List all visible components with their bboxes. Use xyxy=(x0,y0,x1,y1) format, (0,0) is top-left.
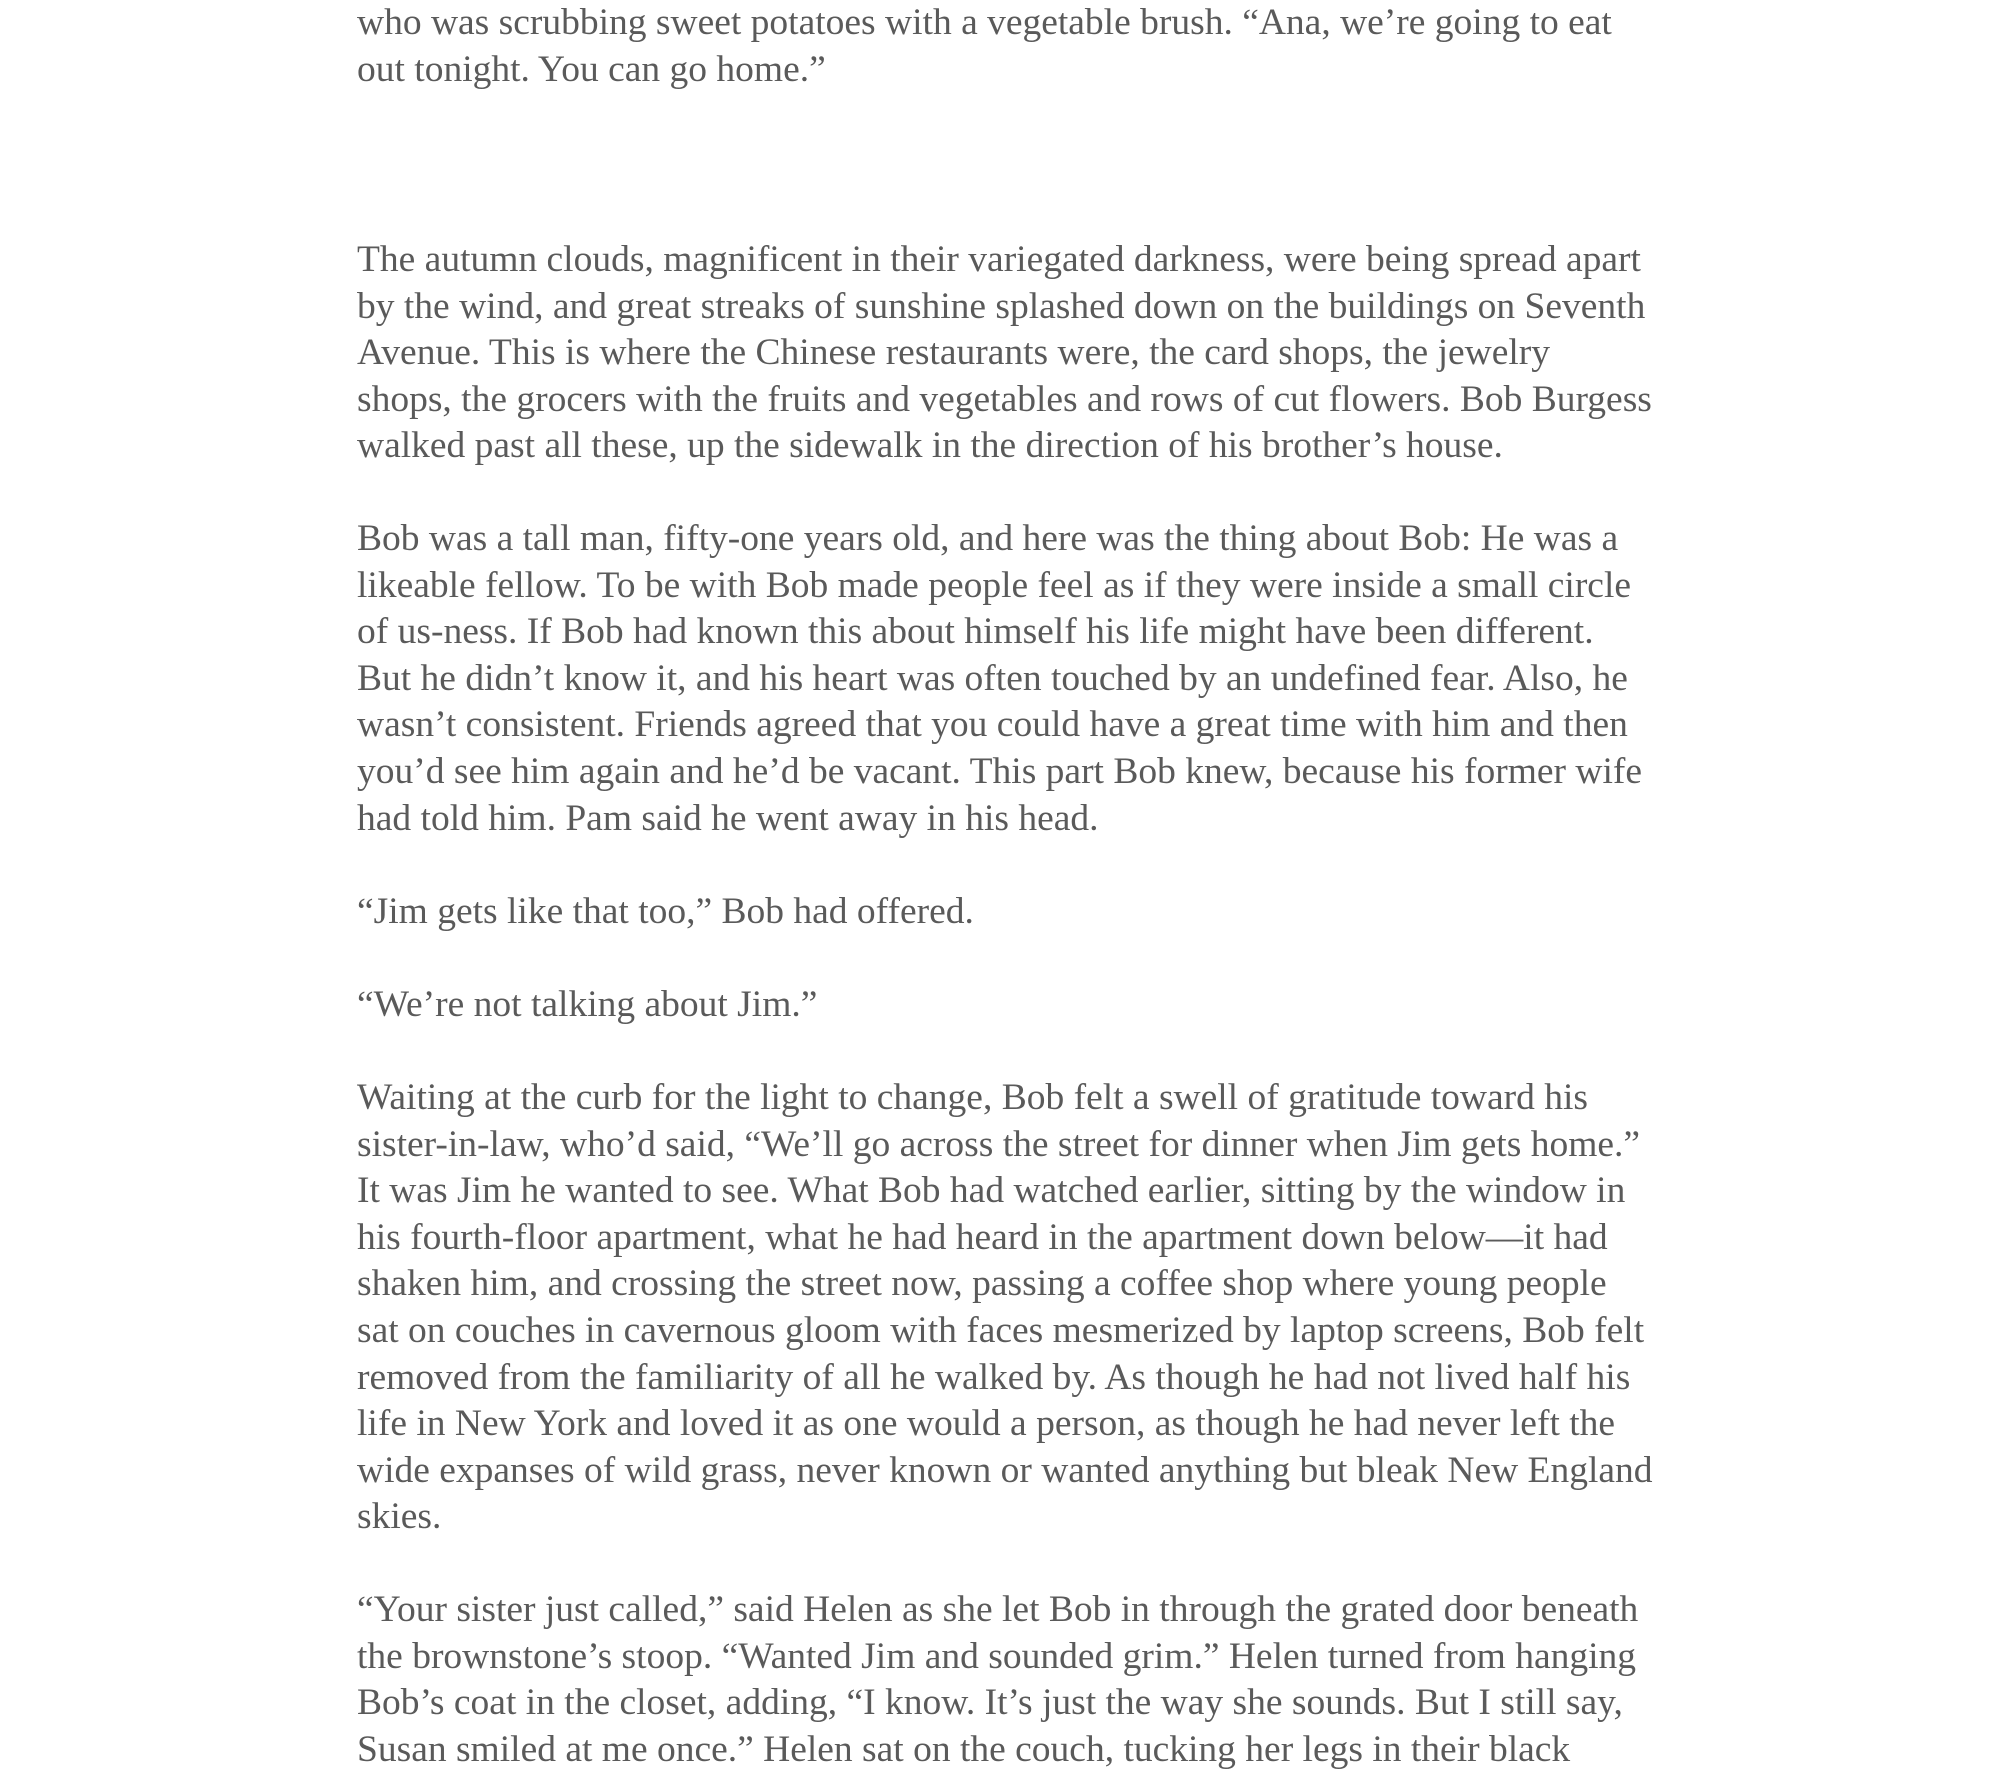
text-line: “Your sister just called,” said Helen as she let Bob in through the grated door beneath xyxy=(357,1589,1639,1630)
text-line: out tonight. You can go home.” xyxy=(357,48,826,90)
paragraph-2 xyxy=(357,237,1652,470)
text-line: But he didn’t know it, and his heart was often touched by an undefined fear. Also, he xyxy=(357,657,1628,699)
text-line: shaken him, and crossing the street now, passing a coffee shop where young people xyxy=(357,1263,1607,1305)
text-line: had told him. Pam said he went away in his head. xyxy=(357,797,1099,839)
text-line: shops, the grocers with the fruits and vegetables and rows of cut flowers. Bob Burgess xyxy=(357,378,1652,420)
text-line: who was scrubbing sweet potatoes with a vegetable brush. “Ana, we’re going to eat xyxy=(357,2,1612,43)
paragraph-7 xyxy=(357,1587,1638,1773)
text-line: “We’re not talking about Jim.” xyxy=(357,984,818,1025)
text-line: Waiting at the curb for the light to change, Bob felt a swell of gratitude toward his xyxy=(357,1077,1589,1118)
text-line: Avenue. This is where the Chinese restaurants were, the card shops, the jewelry xyxy=(357,332,1551,374)
text-line: Bob was a tall man, fifty-one years old, and here was the thing about Bob: He was a xyxy=(357,518,1619,559)
document-page xyxy=(357,0,1677,1778)
text-line: The autumn clouds, magnificent in their variegated darkness, were being spread apart xyxy=(357,239,1641,280)
paragraph-3 xyxy=(357,516,1642,842)
text-line: the brownstone’s stoop. “Wanted Jim and sounded grim.” Helen turned from hanging xyxy=(357,1635,1637,1677)
text-line: Susan smiled at me once.” Helen sat on the couch, tucking her legs in their black xyxy=(357,1728,1571,1770)
text-line: sat on couches in cavernous gloom with faces mesmerized by laptop screens, Bob felt xyxy=(357,1309,1645,1351)
text-line: “Jim gets like that too,” Bob had offered. xyxy=(357,891,974,932)
text-line: of us-ness. If Bob had known this about himself his life might have been different. xyxy=(357,611,1594,653)
paragraph-6 xyxy=(357,1075,1653,1541)
paragraph-1 xyxy=(357,0,1612,93)
text-line: Bob’s coat in the closet, adding, “I know. It’s just the way she sounds. But I still say, xyxy=(357,1682,1623,1724)
text-line: removed from the familiarity of all he walked by. As though he had not lived half his xyxy=(357,1356,1631,1398)
paragraph-5 xyxy=(357,982,817,1029)
text-line: his fourth-floor apartment, what he had heard in the apartment down below—it had xyxy=(357,1216,1608,1258)
text-line: life in New York and loved it as one would a person, as though he had never left the xyxy=(357,1403,1616,1445)
text-line: walked past all these, up the sidewalk in the direction of his brother’s house. xyxy=(357,425,1503,467)
text-line: wide expanses of wild grass, never known or wanted anything but bleak New England xyxy=(357,1449,1653,1491)
text-line: by the wind, and great streaks of sunshine splashed down on the buildings on Seventh xyxy=(357,285,1646,327)
text-line: skies. xyxy=(357,1496,442,1538)
text-line: you’d see him again and he’d be vacant. This part Bob knew, because his former wife xyxy=(357,750,1642,792)
text-line: wasn’t consistent. Friends agreed that you could have a great time with him and then xyxy=(357,704,1628,746)
text-line: sister-in-law, who’d said, “We’ll go across the street for dinner when Jim gets home.” xyxy=(357,1123,1641,1165)
text-line: It was Jim he wanted to see. What Bob had watched earlier, sitting by the window in xyxy=(357,1170,1626,1212)
paragraph-4 xyxy=(357,889,974,936)
text-line: likeable fellow. To be with Bob made people feel as if they were inside a small circle xyxy=(357,564,1632,606)
